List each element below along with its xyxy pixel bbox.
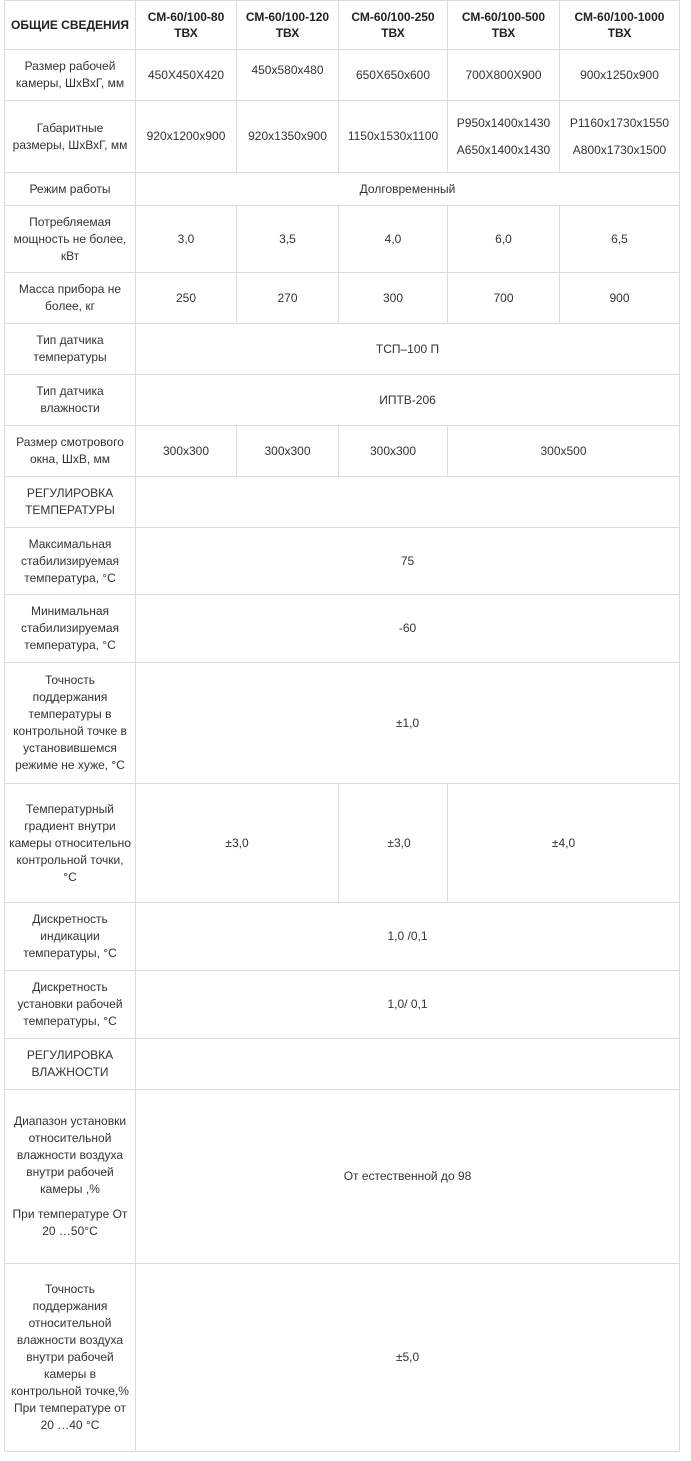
row-label: Режим работы	[5, 173, 136, 206]
row-label: Размер рабочей камеры, ШхВхГ, мм	[5, 50, 136, 101]
cell-line: А800х1730х1500	[572, 142, 667, 157]
cell-value: 250	[136, 273, 237, 324]
cell-value: ±3,0	[136, 784, 339, 903]
cell-value: 450х580х480	[237, 50, 339, 101]
cell-value: 300х300	[339, 426, 448, 477]
cell-value: 300	[339, 273, 448, 324]
cell-value: 1,0 /0,1	[136, 903, 680, 971]
table-row	[5, 173, 680, 206]
cell-value: ±3,0	[339, 784, 448, 903]
cell-value: ИПТВ-206	[136, 375, 680, 426]
cell-value: 900	[560, 273, 680, 324]
row-label: Дискретность индикации температуры, °С	[5, 903, 136, 971]
section-label: РЕГУЛИРОВКА ТЕМПЕРАТУРЫ	[5, 477, 136, 528]
section-label: РЕГУЛИРОВКА ВЛАЖНОСТИ	[5, 1039, 136, 1090]
row-label: Масса прибора не более, кг	[5, 273, 136, 324]
cell-value: 1150х1530х1100	[339, 101, 448, 173]
table-row	[5, 324, 680, 375]
cell-value: 6,0	[448, 206, 560, 273]
table-row	[5, 903, 680, 971]
row-label: Точность поддержания относительной влажности воздуха внутри рабочей камеры в контрольной точке,% При температуре от 20 …40 °С	[5, 1264, 136, 1452]
cell-value: 650Х650х600	[339, 50, 448, 101]
cell-value: Долговременный	[136, 173, 680, 206]
cell-value: 700Х800Х900	[448, 50, 560, 101]
row-label: Дискретность установки рабочей температуры, °С	[5, 971, 136, 1039]
cell-line: А650х1400х1430	[456, 142, 551, 157]
cell-value: 4,0	[339, 206, 448, 273]
table-row	[5, 101, 680, 173]
table-row	[5, 1264, 680, 1452]
table-row	[5, 50, 680, 101]
row-label: Тип датчика температуры	[5, 324, 136, 375]
row-label	[5, 1090, 136, 1264]
cell-value: 270	[237, 273, 339, 324]
section-row	[5, 1039, 680, 1090]
cell-value: 700	[448, 273, 560, 324]
row-label: Температурный градиент внутри камеры относительно контрольной точки, °С	[5, 784, 136, 903]
row-label: Минимальная стабилизируемая температура, °С	[5, 595, 136, 663]
table-row	[5, 784, 680, 903]
header-model: СМ-60/100-120 ТВХ	[237, 1, 339, 50]
table-row	[5, 528, 680, 595]
header-model: СМ-60/100-250 ТВХ	[339, 1, 448, 50]
cell-value: 920х1200х900	[136, 101, 237, 173]
section-row	[5, 477, 680, 528]
table-header-row	[5, 1, 680, 50]
row-label: Габаритные размеры, ШхВхГ, мм	[5, 101, 136, 173]
cell-value: 6,5	[560, 206, 680, 273]
cell-line: Р950х1400х1430	[456, 115, 551, 130]
spec-table	[4, 0, 680, 1452]
cell-value: -60	[136, 595, 680, 663]
cell-value: 920х1350х900	[237, 101, 339, 173]
cell-value: 300х500	[448, 426, 680, 477]
row-label-note: При температуре От 20 …50°С	[12, 1207, 128, 1238]
table-row	[5, 971, 680, 1039]
cell-value: 450Х450Х420	[136, 50, 237, 101]
row-label: Точность поддержания температуры в контрольной точке в установившемся режиме не хуже, °С	[5, 663, 136, 784]
cell-value	[560, 101, 680, 173]
cell-value: 900х1250х900	[560, 50, 680, 101]
cell-value: ТСП–100 П	[136, 324, 680, 375]
cell-value: 3,5	[237, 206, 339, 273]
row-label: Потребляемая мощность не более, кВт	[5, 206, 136, 273]
row-label: Тип датчика влажности	[5, 375, 136, 426]
cell-value: 1,0/ 0,1	[136, 971, 680, 1039]
cell-value: ±4,0	[448, 784, 680, 903]
table-row	[5, 426, 680, 477]
row-label: Максимальная стабилизируемая температура, °С	[5, 528, 136, 595]
row-label-text: Диапазон установки относительной влажности воздуха внутри рабочей камеры ,%	[13, 1114, 127, 1196]
cell-value: От естественной до 98	[136, 1090, 680, 1264]
section-blank	[136, 477, 680, 528]
cell-line: Р1160х1730х1550	[569, 115, 670, 130]
table-row	[5, 663, 680, 784]
cell-value: ±5,0	[136, 1264, 680, 1452]
header-general: ОБЩИЕ СВЕДЕНИЯ	[5, 1, 136, 50]
header-model: СМ-60/100-1000 ТВХ	[560, 1, 680, 50]
cell-value: 3,0	[136, 206, 237, 273]
cell-value: ±1,0	[136, 663, 680, 784]
row-label: Размер смотрового окна, ШхВ, мм	[5, 426, 136, 477]
table-row	[5, 273, 680, 324]
table-row	[5, 1090, 680, 1264]
cell-value: 75	[136, 528, 680, 595]
cell-value: 300х300	[136, 426, 237, 477]
header-model: СМ-60/100-500 ТВХ	[448, 1, 560, 50]
header-model: СМ-60/100-80 ТВХ	[136, 1, 237, 50]
section-blank	[136, 1039, 680, 1090]
cell-value	[448, 101, 560, 173]
table-row	[5, 375, 680, 426]
table-row	[5, 206, 680, 273]
table-row	[5, 595, 680, 663]
cell-value: 300х300	[237, 426, 339, 477]
